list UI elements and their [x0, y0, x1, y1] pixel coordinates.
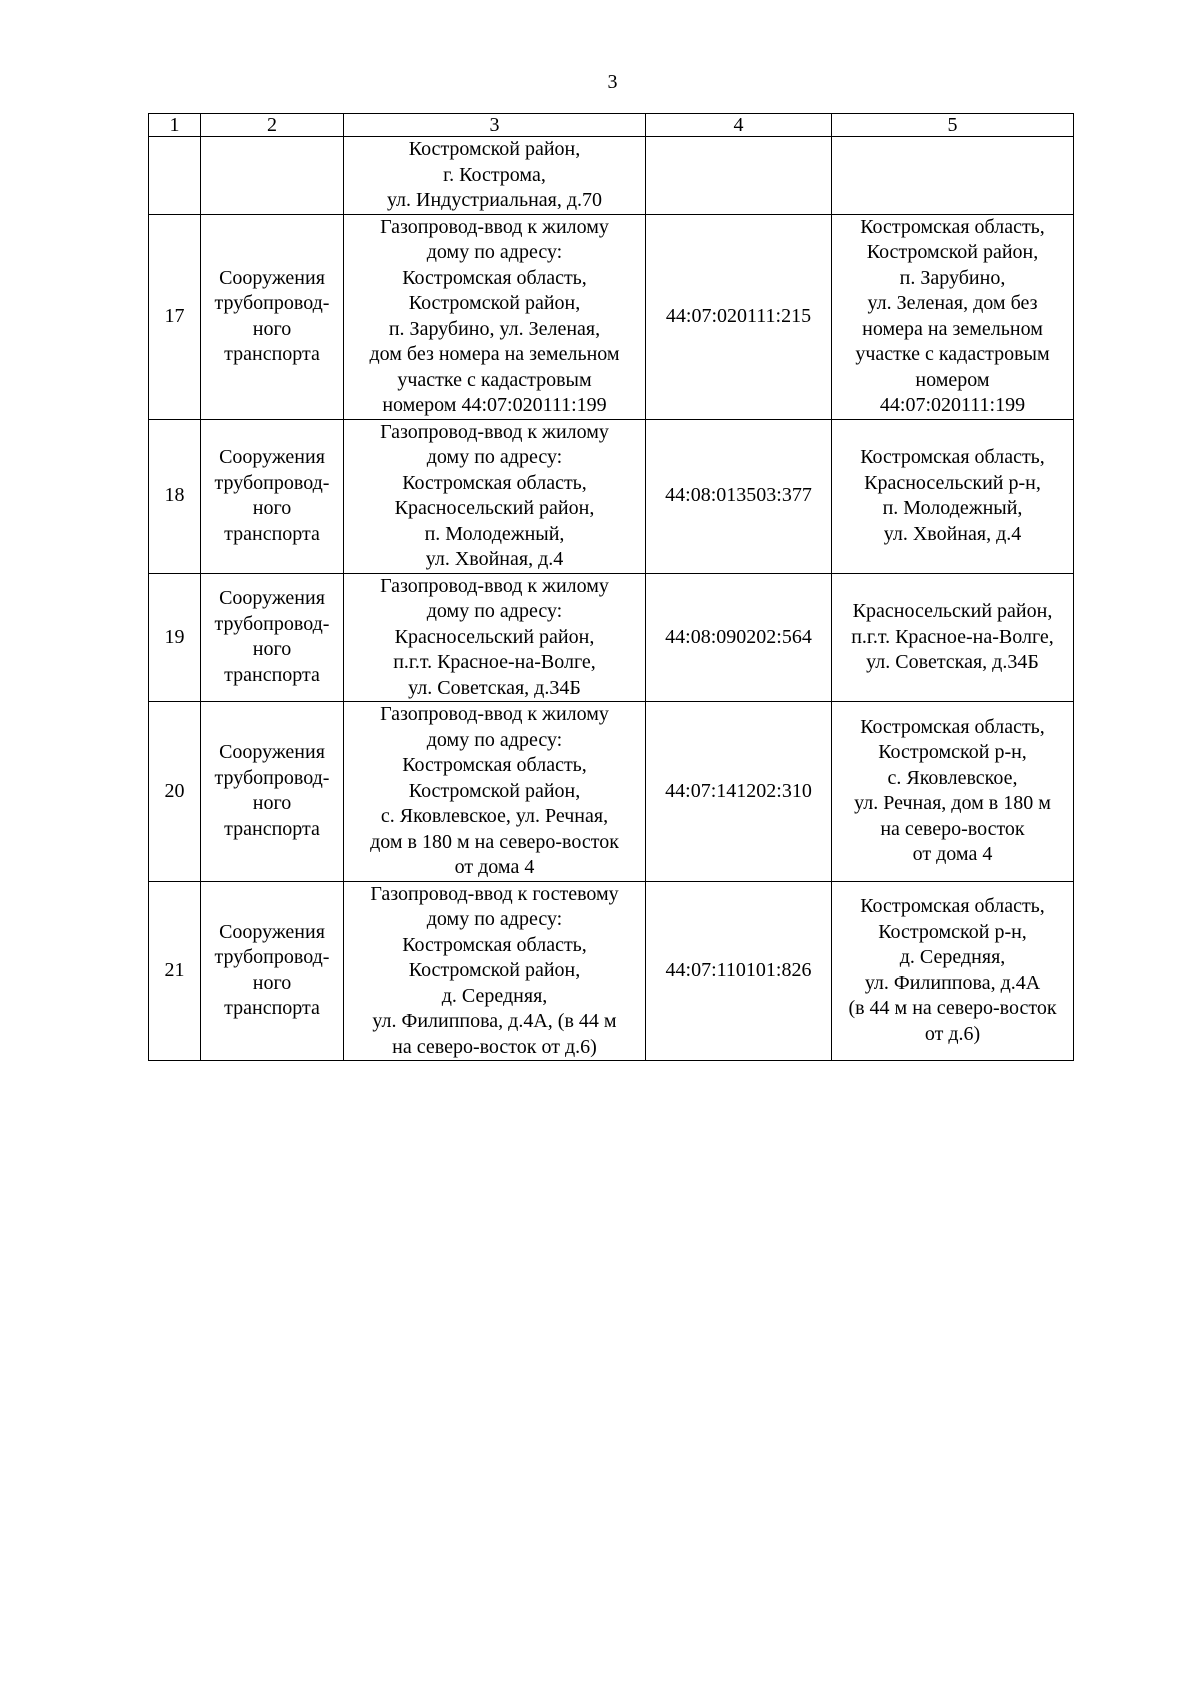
cadastral-number-cell: 44:07:110101:826 — [646, 881, 832, 1061]
page-number: 3 — [607, 71, 618, 93]
object-type-cell: Сооружения трубопровод- ного транспорта — [201, 419, 344, 573]
object-name-cell: Газопровод-ввод к жилому дому по адресу: Костромская область, Костромской район, с. Яковлевское, ул. Речная, дом в 180 м на северо-восток от дома 4 — [344, 702, 646, 882]
column-header-2: 2 — [201, 114, 344, 137]
object-name-cell: Газопровод-ввод к жилому дому по адресу: Костромская область, Красносельский район, п. Молодежный, ул. Хвойная, д.4 — [344, 419, 646, 573]
cadastral-number-cell: 44:08:013503:377 — [646, 419, 832, 573]
object-type-cell: Сооружения трубопровод- ного транспорта — [201, 573, 344, 702]
column-header-3: 3 — [344, 114, 646, 137]
location-cell: Костромская область, Красносельский р-н, п. Молодежный, ул. Хвойная, д.4 — [832, 419, 1074, 573]
table-row — [149, 881, 1074, 1061]
object-type-cell: Сооружения трубопровод- ного транспорта — [201, 881, 344, 1061]
object-type-cell: Сооружения трубопровод- ного транспорта — [201, 702, 344, 882]
location-cell: Костромская область, Костромской р-н, д. Середняя, ул. Филиппова, д.4А (в 44 м на северо-восток от д.6) — [832, 881, 1074, 1061]
object-name-cell: Костромской район, г. Кострома, ул. Индустриальная, д.70 — [344, 137, 646, 215]
table-row — [149, 419, 1074, 573]
object-name-cell: Газопровод-ввод к жилому дому по адресу: Красносельский район, п.г.т. Красное-на-Волге, ул. Советская, д.34Б — [344, 573, 646, 702]
column-header-1: 1 — [149, 114, 201, 137]
object-type-cell: Сооружения трубопровод- ного транспорта — [201, 214, 344, 419]
column-header-5: 5 — [832, 114, 1074, 137]
column-header-4: 4 — [646, 114, 832, 137]
cadastral-number-cell: 44:07:020111:215 — [646, 214, 832, 419]
cadastral-number-cell: 44:07:141202:310 — [646, 702, 832, 882]
location-cell: Красносельский район, п.г.т. Красное-на-Волге, ул. Советская, д.34Б — [832, 573, 1074, 702]
object-name-cell: Газопровод-ввод к жилому дому по адресу: Костромская область, Костромской район, п. Зарубино, ул. Зеленая, дом без номера на земельном участке с кадастровым номером 44:07:020111:199 — [344, 214, 646, 419]
location-cell: Костромская область, Костромской район, п. Зарубино, ул. Зеленая, дом без номера на земельном участке с кадастровым номером 44:07:020111:199 — [832, 214, 1074, 419]
row-number-cell: 21 — [149, 881, 201, 1061]
row-number-cell: 18 — [149, 419, 201, 573]
cadastral-number-cell: 44:08:090202:564 — [646, 573, 832, 702]
table-header-row — [149, 114, 1074, 137]
location-cell: Костромская область, Костромской р-н, с. Яковлевское, ул. Речная, дом в 180 м на северо-восток от дома 4 — [832, 702, 1074, 882]
table-row — [149, 702, 1074, 882]
table-row — [149, 137, 1074, 215]
row-number-cell: 19 — [149, 573, 201, 702]
object-type-cell — [201, 137, 344, 215]
registry-table — [148, 113, 1074, 1061]
table-row — [149, 214, 1074, 419]
row-number-cell: 20 — [149, 702, 201, 882]
row-number-cell: 17 — [149, 214, 201, 419]
cadastral-number-cell — [646, 137, 832, 215]
row-number-cell — [149, 137, 201, 215]
object-name-cell: Газопровод-ввод к гостевому дому по адресу: Костромская область, Костромской район, д. Середняя, ул. Филиппова, д.4А, (в 44 м на северо-восток от д.6) — [344, 881, 646, 1061]
table-row — [149, 573, 1074, 702]
location-cell — [832, 137, 1074, 215]
